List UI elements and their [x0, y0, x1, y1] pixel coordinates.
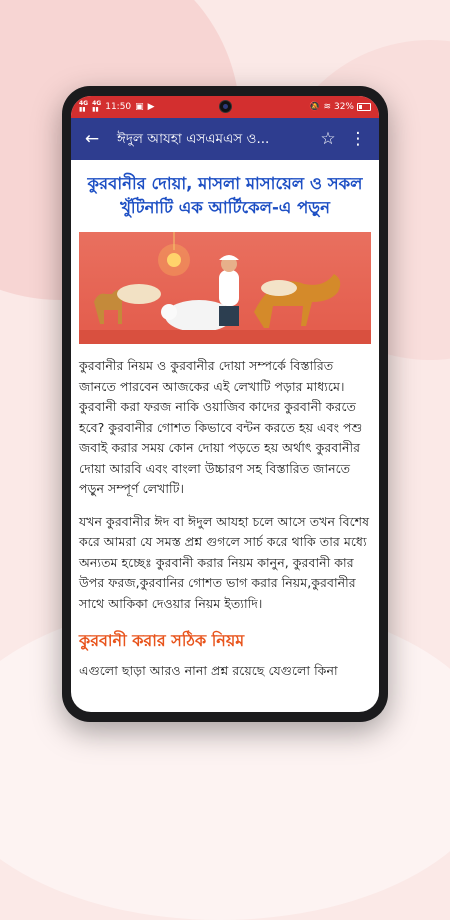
more-vert-icon[interactable]: ⋮: [349, 129, 367, 149]
app-bar: [71, 118, 379, 160]
status-time: 11:50: [105, 102, 132, 112]
back-arrow-icon[interactable]: ←: [84, 129, 100, 149]
mute-icon: 🔕: [309, 102, 321, 112]
article-headline: কুরবানীর দোয়া, মাসলা মাসায়েল ও সকল খুঁটিনাটি এক আর্টিকেল-এ পড়ুন: [87, 174, 363, 217]
eid-illustration: [79, 232, 371, 344]
article-paragraph: এগুলো ছাড়া আরও নানা প্রশ্ন রয়েছে যেগুলো কিনা: [79, 663, 338, 678]
status-bar: [71, 96, 379, 118]
play-icon: ▶: [147, 102, 155, 112]
front-camera: [219, 100, 232, 113]
article-paragraph: কুরবানীর নিয়ম ও কুরবানীর দোয়া সম্পর্কে বিস্তারিত জানতে পারবেন আজকের এই লেখাটি পড়ার মাধ্যমে। কুরবানী করা ফরজ নাকি ওয়াজিব কাদের কুরবানী করতে হবে? কুরবানীর গোশত কিভাবে বন্টন করতে হয় এবং পশু জবাই করার সময় কোন দোয়া পড়তে হয় অর্থাৎ কুরবানীর দোয়া আরবি এবং বাংলা উচ্চারণ সহ বিস্তারিত জানতে পড়ুন সম্পূর্ণ লেখাটি।: [79, 358, 363, 496]
status-right: [309, 102, 371, 112]
gallery-icon: ▣: [135, 102, 144, 112]
star-icon[interactable]: ☆: [320, 129, 336, 149]
signal-4g-icon: 4G ▮▮: [92, 100, 102, 113]
phone-screen: [71, 96, 379, 712]
section-heading: কুরবানী করার সঠিক নিয়ম: [79, 631, 245, 650]
app-title: ঈদুল আযহা এসএমএস ও...: [117, 130, 270, 147]
hero-illustration: [79, 232, 371, 344]
signal-4g-icon: 4G ▮▮: [79, 100, 89, 113]
article-content: [71, 160, 379, 682]
battery-icon: [357, 103, 371, 111]
status-left: [79, 101, 155, 113]
wifi-icon: ≋: [323, 102, 331, 112]
battery-percent: 32%: [333, 102, 354, 112]
article-paragraph: যখন কুরবানীর ঈদ বা ঈদুল আযহা চলে আসে তখন বিশেষ করে আমরা যে সমস্ত প্রশ্ন গুগলে সার্চ করে থাকি তার মধ্যে অন্যতম হচ্ছেঃ কুরবানী করার নিয়ম কানুন, কুরবানী কার উপর ফরজ,কুরবানির গোশত ভাগ করার নিয়ম,কুরবানীর সাথে আকিকা দেওয়ার নিয়ম ইত্যাদি।: [79, 513, 370, 611]
phone-frame: [62, 86, 388, 722]
